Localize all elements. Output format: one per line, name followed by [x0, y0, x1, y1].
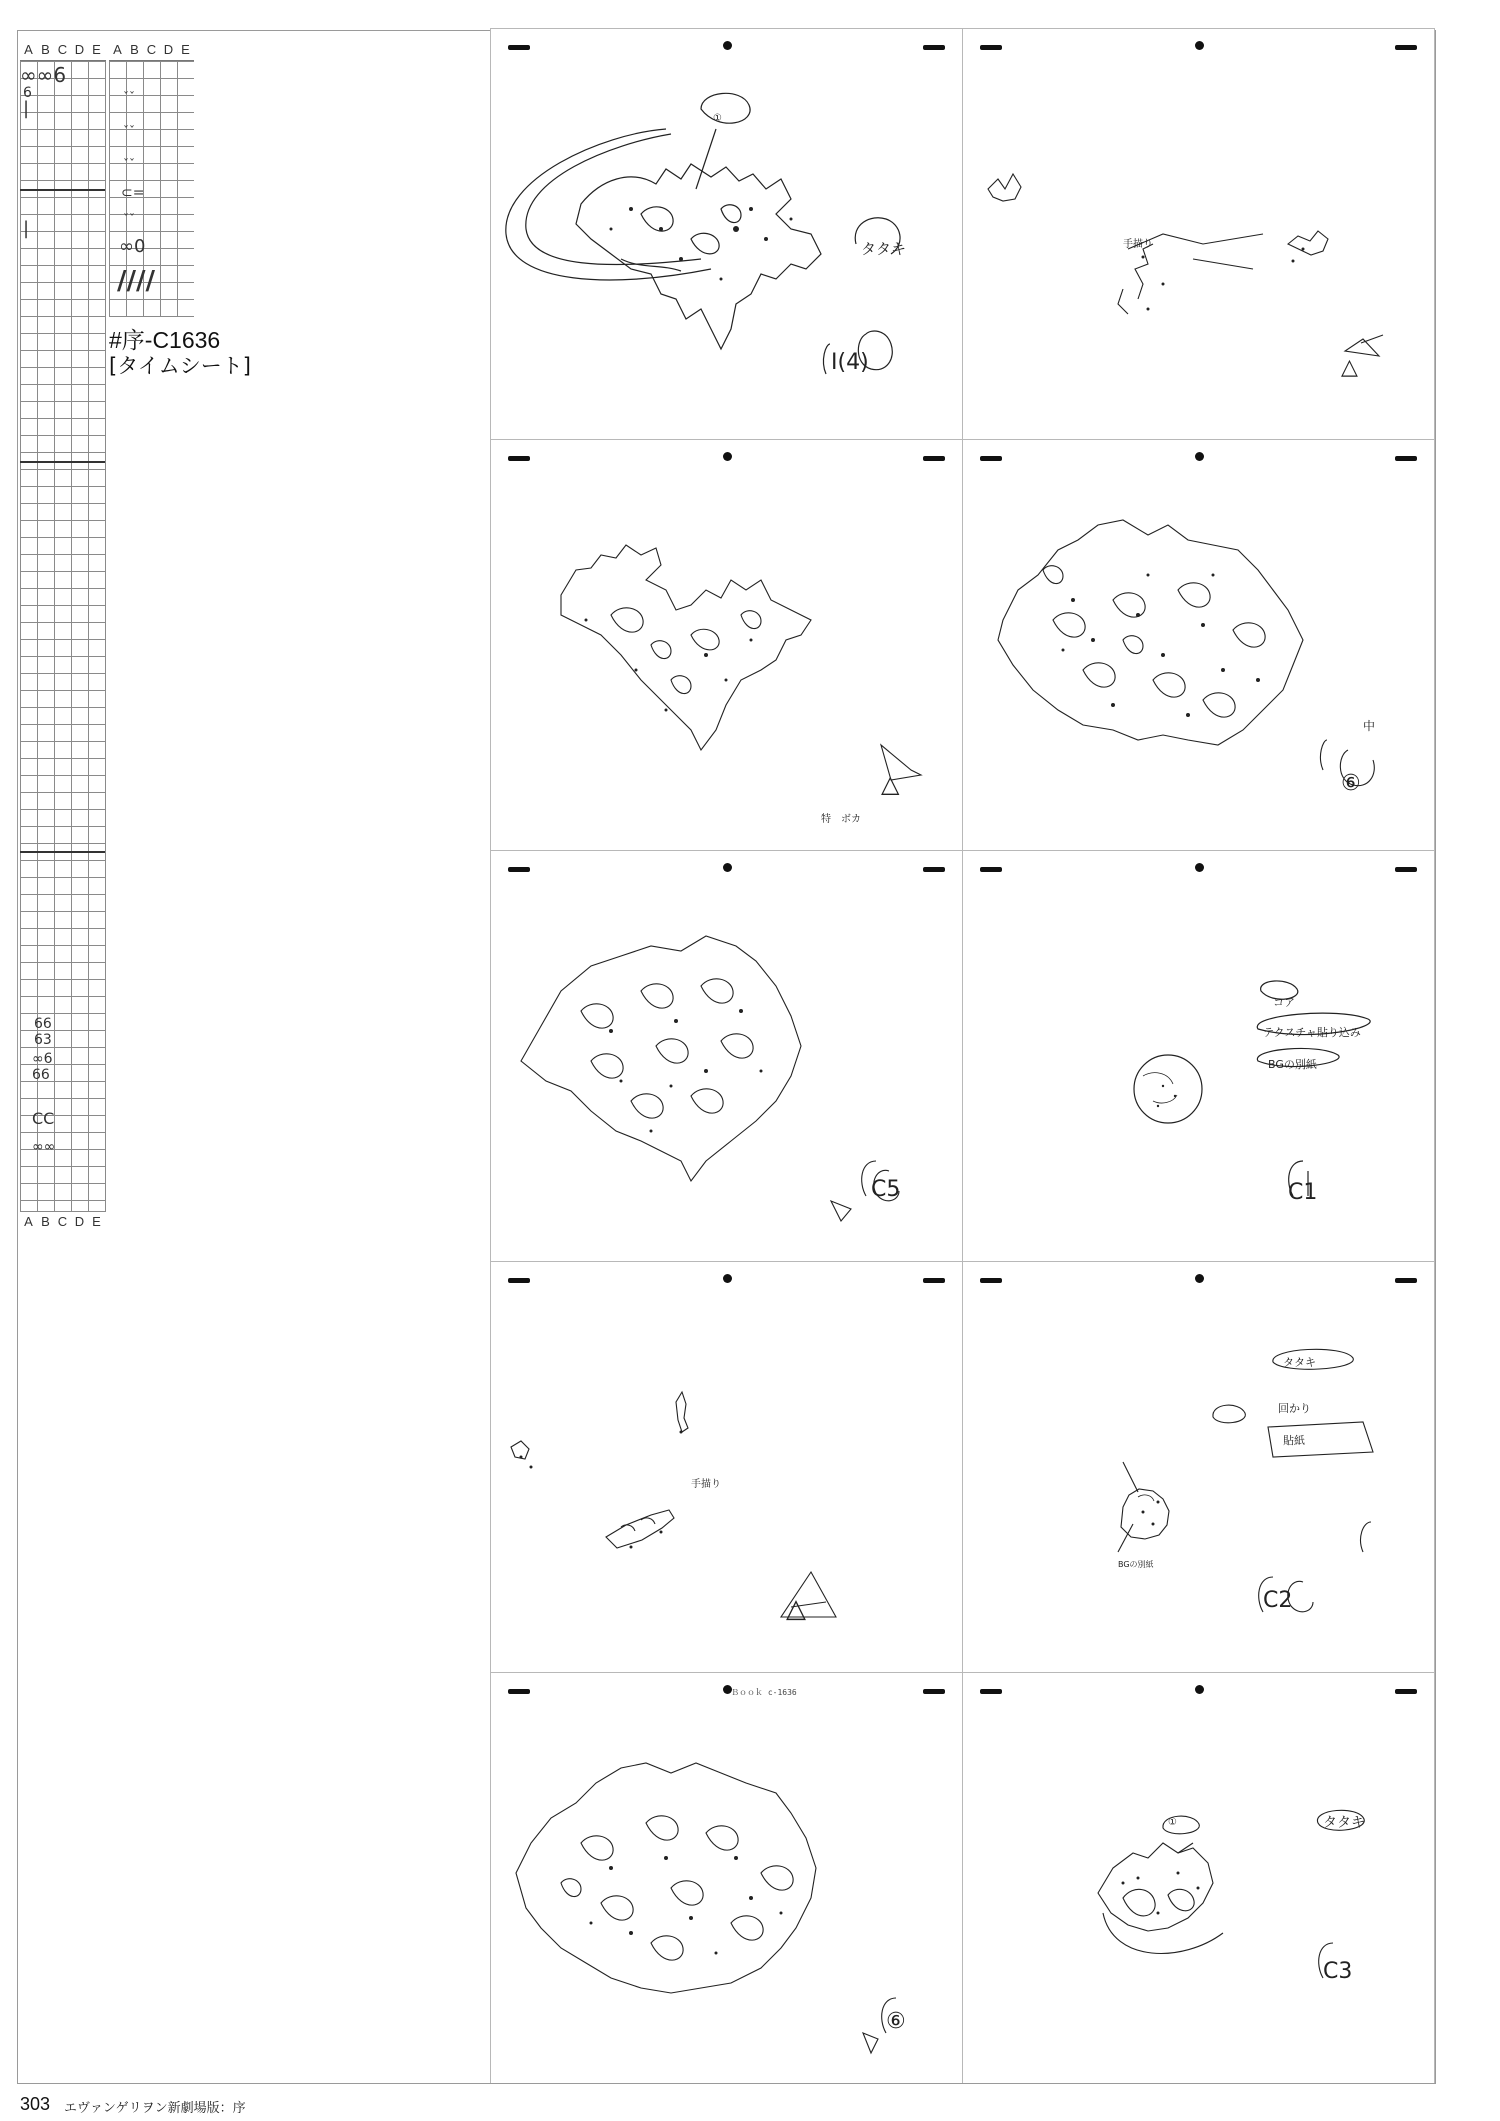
- column-label: C: [146, 42, 157, 57]
- drawing-note: BGの別紙: [1268, 1058, 1317, 1071]
- layer-mark: △: [786, 1594, 806, 1624]
- frame-divider: [20, 461, 105, 463]
- column-label: A: [24, 42, 33, 57]
- column-label: E: [181, 42, 190, 57]
- column-label: D: [74, 1214, 85, 1229]
- drawing-note: ボカ: [841, 814, 861, 825]
- sheet-column-footer: [20, 1212, 106, 1232]
- pencil-mark: ˇˇ: [123, 90, 135, 104]
- drawing-panel: [963, 851, 1434, 1261]
- drawing-note: BGの別紙: [1118, 1560, 1154, 1569]
- drawing-note: 中: [1363, 719, 1376, 733]
- pencil-mark: ∞6 66: [32, 1051, 53, 1083]
- pencil-mark: |: [23, 98, 30, 119]
- drawing-panel: [491, 440, 962, 850]
- panel-code: Ｂｏｏｋ c-1636: [731, 1688, 797, 1697]
- drawing-note: ①: [1168, 1817, 1177, 1828]
- drawing-panel: [963, 440, 1434, 850]
- column-label: E: [92, 1214, 101, 1229]
- drawing-panel: [963, 1262, 1434, 1672]
- pencil-mark: ∞∞: [32, 1139, 56, 1155]
- time-sheet-column-right: [109, 40, 194, 317]
- drawing-note: タタキ: [1323, 1815, 1365, 1831]
- layer-mark: C1: [1288, 1180, 1318, 1205]
- drawing-panel: [963, 29, 1434, 439]
- pencil-mark: ⊂=: [121, 185, 145, 201]
- column-label: D: [163, 42, 174, 57]
- drawing-note: 手描り: [1123, 239, 1153, 250]
- drawing-note: テクスチャ貼り込み: [1263, 1026, 1361, 1039]
- column-label: B: [41, 1214, 50, 1229]
- sketch-drawing: [963, 851, 1434, 1261]
- cut-title: #序-C1636: [109, 327, 221, 353]
- pencil-mark: ∞∞6: [20, 63, 67, 87]
- drawing-note: 回かり: [1278, 1402, 1311, 1415]
- sheet-column-header: [109, 40, 194, 61]
- column-label: C: [57, 42, 68, 57]
- drawing-note: タタキ: [861, 240, 907, 258]
- column-label: E: [92, 42, 101, 57]
- sketch-drawing: [491, 1262, 962, 1672]
- pencil-mark: 66 63: [34, 1016, 52, 1048]
- pencil-mark: |: [23, 218, 30, 239]
- column-label: C: [57, 1214, 68, 1229]
- sketch-drawing: [491, 851, 962, 1261]
- pencil-mark: ˇˇ: [123, 124, 135, 138]
- drawing-panel: [491, 1262, 962, 1672]
- pencil-mark: CC: [32, 1109, 55, 1128]
- layer-mark: △: [1341, 355, 1358, 380]
- book-title: エヴァンゲリヲン新劇場版：序: [64, 2101, 246, 2116]
- column-label: B: [41, 42, 50, 57]
- drawing-note: タタキ: [1283, 1356, 1316, 1369]
- layer-mark: C3: [1323, 1959, 1353, 1984]
- drawing-panel: [491, 1673, 962, 2083]
- column-label: B: [130, 42, 139, 57]
- sheet-grid-partial: [109, 61, 194, 317]
- sketch-drawing: [491, 1673, 962, 2083]
- page-number: 303: [20, 2094, 51, 2114]
- sketch-drawing: [963, 1262, 1434, 1672]
- layer-mark: ⑥: [886, 2009, 906, 2034]
- drawing-panel: [491, 851, 962, 1261]
- column-label: D: [74, 42, 85, 57]
- cut-subtitle: [タイムシート]: [109, 354, 251, 378]
- frame-divider: [20, 189, 105, 191]
- frame-divider: [20, 851, 105, 853]
- drawing-note: 手描り: [691, 1479, 721, 1490]
- sketch-drawing: [491, 29, 962, 439]
- pencil-mark: 6: [23, 85, 32, 101]
- drawing-note: コア: [1273, 996, 1295, 1009]
- column-label: A: [113, 42, 122, 57]
- sheet-grid: [20, 61, 106, 1212]
- sketch-drawing: [963, 440, 1434, 850]
- drawing-panel: [963, 1673, 1434, 2083]
- drawing-note: 貼紙: [1283, 1434, 1305, 1447]
- pencil-mark: ˇˇ: [123, 157, 135, 171]
- layer-mark: △: [881, 770, 900, 798]
- drawing-note: 特: [821, 814, 831, 825]
- layer-mark: C5: [871, 1177, 901, 1202]
- time-sheet-column-left: [20, 40, 106, 1232]
- drawing-panel: [491, 29, 962, 439]
- layer-mark: Ⅰ(4): [831, 350, 869, 375]
- pencil-mark: ∕∕∕∕: [117, 266, 155, 296]
- layer-mark: ⑥: [1341, 771, 1361, 796]
- sheet-column-header: [20, 40, 106, 61]
- drawing-grid: [490, 28, 1435, 2083]
- sketch-drawing: [963, 1673, 1434, 2083]
- layer-mark: C2: [1263, 1588, 1293, 1613]
- sketch-drawing: [963, 29, 1434, 439]
- sketch-drawing: [491, 440, 962, 850]
- pencil-mark: ˇˇ: [123, 212, 135, 226]
- column-label: A: [24, 1214, 33, 1229]
- pencil-mark: ∞0: [119, 236, 146, 257]
- drawing-note: ①: [713, 113, 722, 124]
